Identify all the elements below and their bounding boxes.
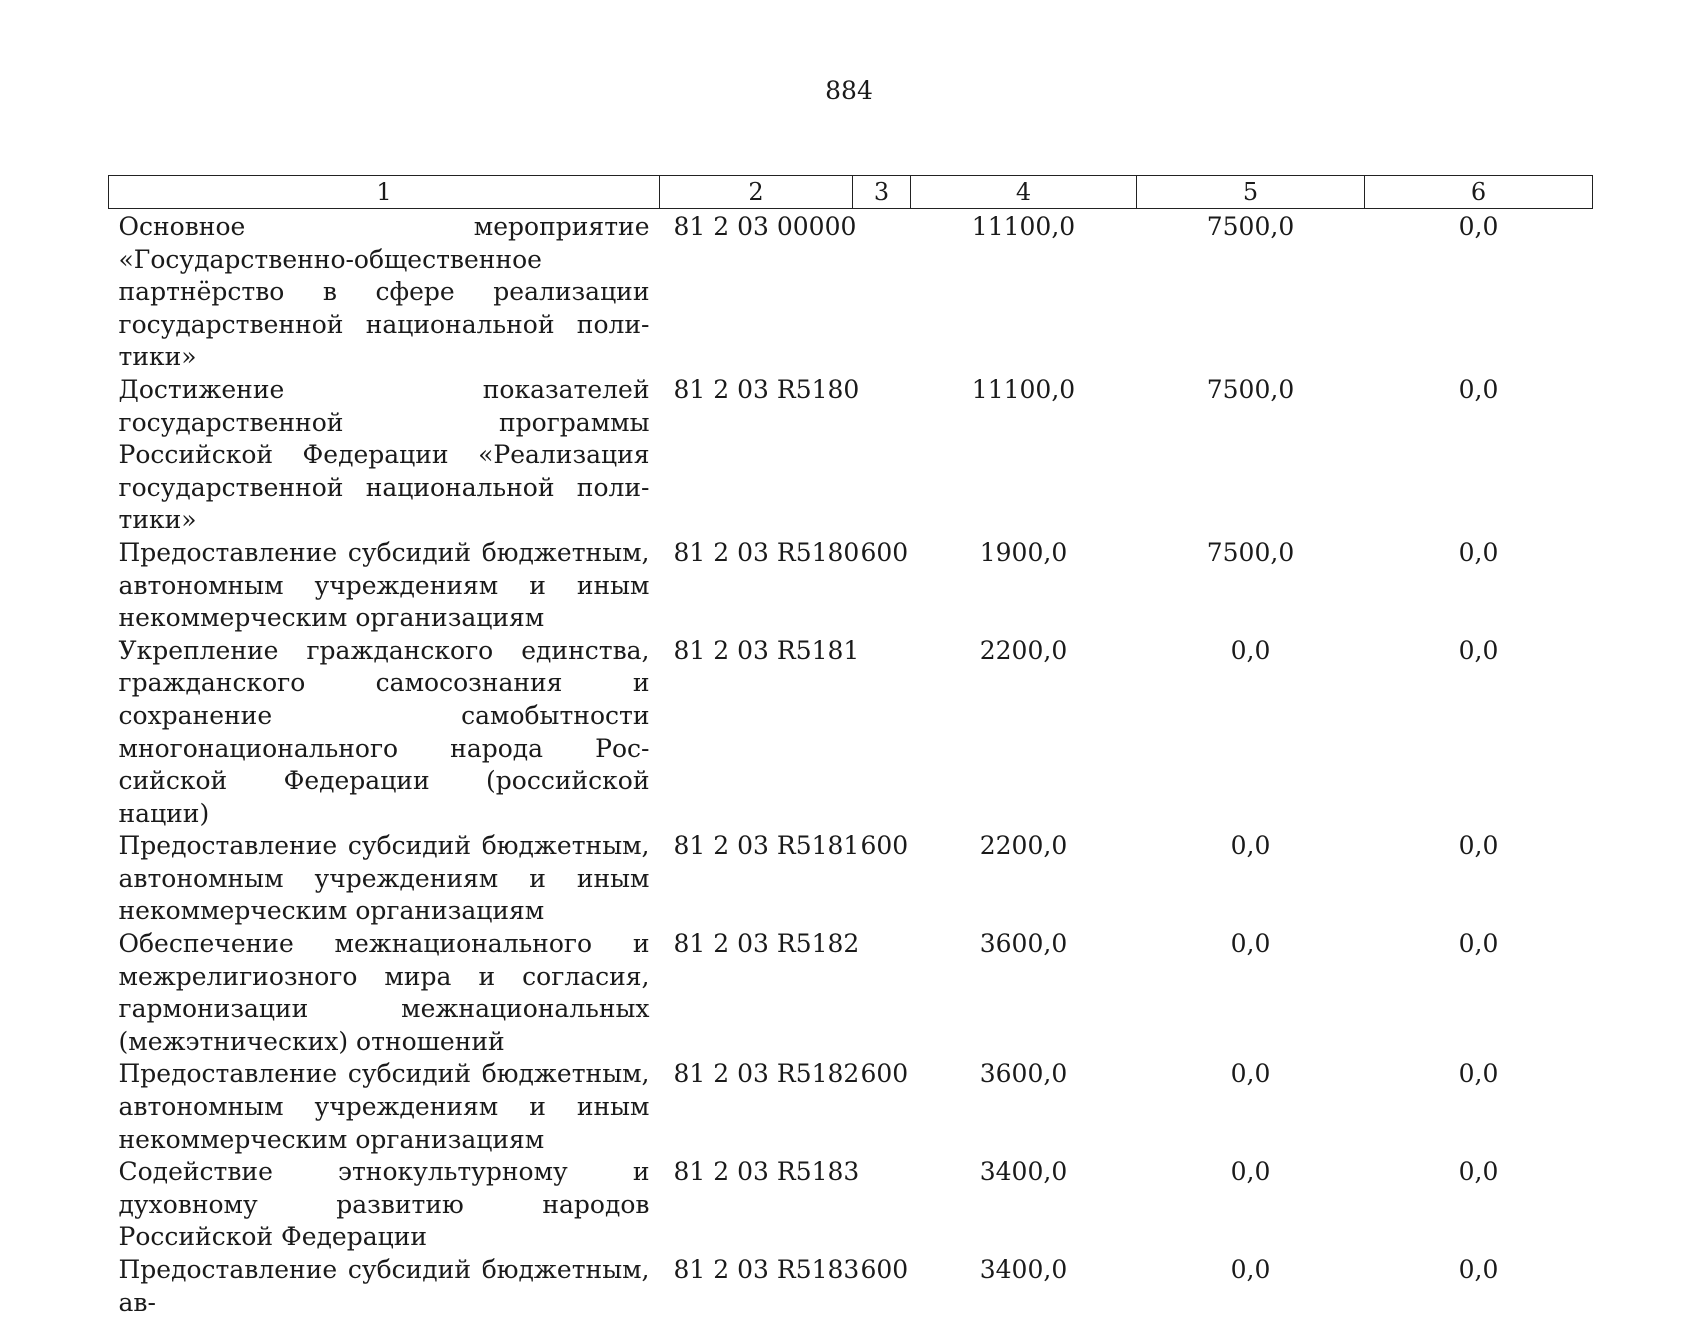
table-row (109, 1254, 1593, 1319)
row-value-4: 2200,0 (911, 635, 1137, 831)
header-col-5: 5 (1137, 176, 1365, 209)
row-expense-type (853, 635, 911, 831)
row-value-6: 0,0 (1365, 1156, 1593, 1254)
row-value-5: 0,0 (1137, 830, 1365, 928)
row-value-4: 1900,0 (911, 537, 1137, 635)
table-row (109, 830, 1593, 928)
row-value-6: 0,0 (1365, 635, 1593, 831)
row-name: Укрепление гражданского единства, гражданского самосознания и сохранение самобытности многонационального народа Российской Федерации (российской нации) (109, 635, 660, 831)
row-expense-type (853, 1156, 911, 1254)
header-col-2: 2 (660, 176, 853, 209)
row-code: 81 2 03 R5181 (660, 635, 853, 831)
row-expense-type: 600 (853, 1254, 911, 1319)
row-value-5: 0,0 (1137, 928, 1365, 1058)
row-name: Предоставление субсидий бюджетным, автономным учреждениям и иным некоммерческим организациям (109, 830, 660, 928)
row-value-6: 0,0 (1365, 209, 1593, 374)
row-value-4: 3600,0 (911, 928, 1137, 1058)
row-code: 81 2 03 R5181 (660, 830, 853, 928)
row-value-5: 0,0 (1137, 1254, 1365, 1319)
row-name: Предоставление субсидий бюджетным, автономным учреждениям и иным некоммерческим организациям (109, 537, 660, 635)
row-expense-type (853, 928, 911, 1058)
header-col-3: 3 (853, 176, 911, 209)
table-row (109, 1156, 1593, 1254)
header-col-6: 6 (1365, 176, 1593, 209)
row-name: Предоставление субсидий бюджетным, автономным учреждениям и иным некоммерческим организациям (109, 1058, 660, 1156)
page-number: 884 (0, 76, 1698, 106)
row-code: 81 2 03 R5180 (660, 537, 853, 635)
header-col-1: 1 (109, 176, 660, 209)
budget-table (108, 175, 1593, 1319)
row-expense-type (853, 374, 911, 537)
row-code: 81 2 03 00000 (660, 209, 853, 374)
row-value-5: 7500,0 (1137, 374, 1365, 537)
row-name: Содействие этнокультурному и духовному развитию народов Российской Федерации (109, 1156, 660, 1254)
row-expense-type (853, 209, 911, 374)
row-value-6: 0,0 (1365, 1254, 1593, 1319)
row-value-4: 3400,0 (911, 1156, 1137, 1254)
table-row (109, 928, 1593, 1058)
table-row (109, 1058, 1593, 1156)
row-value-5: 7500,0 (1137, 537, 1365, 635)
row-value-6: 0,0 (1365, 537, 1593, 635)
row-value-5: 7500,0 (1137, 209, 1365, 374)
row-value-5: 0,0 (1137, 1058, 1365, 1156)
row-name: Достижение показателей государственной программы Российской Федерации «Реализация государственной национальной политики» (109, 374, 660, 537)
row-code: 81 2 03 R5182 (660, 928, 853, 1058)
row-name: Обеспечение межнационального и межрелигиозного мира и согласия, гармонизации межнациональных (межэтнических) отношений (109, 928, 660, 1058)
row-code: 81 2 03 R5182 (660, 1058, 853, 1156)
row-value-5: 0,0 (1137, 635, 1365, 831)
row-value-6: 0,0 (1365, 830, 1593, 928)
table-row (109, 635, 1593, 831)
row-name: Основное мероприятие «Государственно-общественное партнёрство в сфере реализации государственной национальной политики» (109, 209, 660, 374)
table-header (109, 176, 1593, 209)
table-row (109, 374, 1593, 537)
row-code: 81 2 03 R5180 (660, 374, 853, 537)
row-value-6: 0,0 (1365, 928, 1593, 1058)
header-row (109, 176, 1593, 209)
header-col-4: 4 (911, 176, 1137, 209)
row-name: Предоставление субсидий бюджетным, ав- (109, 1254, 660, 1319)
row-value-6: 0,0 (1365, 374, 1593, 537)
row-expense-type: 600 (853, 830, 911, 928)
row-value-4: 3600,0 (911, 1058, 1137, 1156)
row-expense-type: 600 (853, 1058, 911, 1156)
table-row (109, 209, 1593, 374)
row-value-4: 3400,0 (911, 1254, 1137, 1319)
row-code: 81 2 03 R5183 (660, 1156, 853, 1254)
table-row (109, 537, 1593, 635)
row-expense-type: 600 (853, 537, 911, 635)
row-value-4: 11100,0 (911, 374, 1137, 537)
row-value-4: 11100,0 (911, 209, 1137, 374)
row-value-6: 0,0 (1365, 1058, 1593, 1156)
row-value-5: 0,0 (1137, 1156, 1365, 1254)
row-code: 81 2 03 R5183 (660, 1254, 853, 1319)
row-value-4: 2200,0 (911, 830, 1137, 928)
table-body (109, 209, 1593, 1319)
